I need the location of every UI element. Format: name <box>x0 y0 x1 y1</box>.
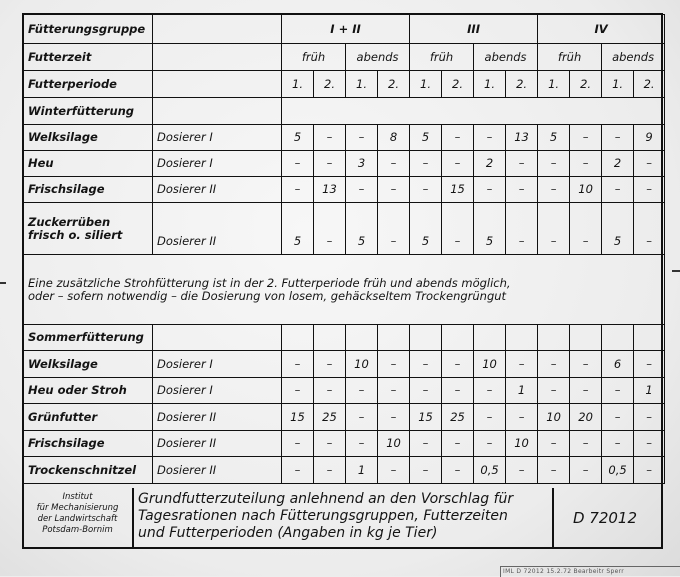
amount-cell: – <box>538 351 570 378</box>
amount-cell: – <box>570 351 602 378</box>
empty-cell <box>282 325 314 351</box>
amount-cell: 13 <box>506 125 538 151</box>
amount-cell: – <box>314 203 346 255</box>
period-header: 1. <box>346 71 378 98</box>
amount-cell: – <box>602 431 634 457</box>
amount-cell: – <box>314 151 346 177</box>
feed-name: Welksilage <box>24 125 153 151</box>
archive-stamp: IML D 72012 15.2.72 Bearbeitr Sperr <box>500 566 680 577</box>
amount-cell: – <box>570 431 602 457</box>
amount-cell: – <box>602 378 634 404</box>
period-header: 2. <box>314 71 346 98</box>
amount-cell: – <box>314 378 346 404</box>
amount-cell: 3 <box>346 151 378 177</box>
amount-cell: – <box>378 457 410 484</box>
amount-cell: 5 <box>602 203 634 255</box>
empty-cell <box>474 325 506 351</box>
period-label: Futterperiode <box>24 71 153 98</box>
amount-cell: 2 <box>474 151 506 177</box>
period-header: 2. <box>506 71 538 98</box>
feed-row <box>24 151 665 177</box>
empty-cell <box>410 325 442 351</box>
period-header: 2. <box>570 71 602 98</box>
doser-label: Dosierer II <box>153 404 282 431</box>
period-header: 2. <box>378 71 410 98</box>
time-header: früh <box>410 44 474 71</box>
institute-line: Potsdam-Bornim <box>42 525 113 535</box>
time-header: früh <box>538 44 602 71</box>
empty-cell <box>570 325 602 351</box>
amount-cell: – <box>570 151 602 177</box>
doser-label: Dosierer I <box>153 351 282 378</box>
winter-heading-row <box>24 98 665 125</box>
amount-cell: – <box>346 125 378 151</box>
amount-cell: 13 <box>314 177 346 203</box>
amount-cell: – <box>410 177 442 203</box>
empty-cell <box>346 325 378 351</box>
amount-cell: – <box>346 431 378 457</box>
amount-cell: – <box>314 431 346 457</box>
amount-cell: 5 <box>474 203 506 255</box>
amount-cell: 10 <box>506 431 538 457</box>
doser-label: Dosierer I <box>153 125 282 151</box>
feed-name: Heu oder Stroh <box>24 378 153 404</box>
amount-cell: – <box>410 151 442 177</box>
amount-cell: – <box>442 378 474 404</box>
amount-cell: – <box>282 151 314 177</box>
empty-cell <box>153 44 282 71</box>
amount-cell: – <box>634 457 665 484</box>
amount-cell: 5 <box>346 203 378 255</box>
feed-row <box>24 351 665 378</box>
amount-cell: – <box>506 177 538 203</box>
winter-heading: Winterfütterung <box>24 98 153 125</box>
amount-cell: – <box>506 351 538 378</box>
empty-cell <box>153 71 282 98</box>
amount-cell: – <box>378 151 410 177</box>
empty-cell <box>314 325 346 351</box>
time-label: Futterzeit <box>24 44 153 71</box>
amount-cell: – <box>474 378 506 404</box>
amount-cell: – <box>442 125 474 151</box>
feed-row <box>24 177 665 203</box>
amount-cell: – <box>474 125 506 151</box>
amount-cell: 10 <box>378 431 410 457</box>
amount-cell: 15 <box>410 404 442 431</box>
feed-name-line: frisch o. siliert <box>28 227 123 242</box>
amount-cell: 25 <box>314 404 346 431</box>
time-header: abends <box>602 44 665 71</box>
amount-cell: – <box>634 404 665 431</box>
empty-cell <box>378 325 410 351</box>
amount-cell: 10 <box>346 351 378 378</box>
amount-cell: – <box>282 351 314 378</box>
period-header: 2. <box>442 71 474 98</box>
feed-row <box>24 457 665 484</box>
amount-cell: – <box>314 351 346 378</box>
feed-row <box>24 203 665 255</box>
amount-cell: 15 <box>442 177 474 203</box>
group-3: III <box>410 15 538 44</box>
group-row <box>24 15 665 44</box>
amount-cell: – <box>634 177 665 203</box>
feed-name: Frischsilage <box>24 431 153 457</box>
amount-cell: 5 <box>410 125 442 151</box>
empty-cell <box>153 15 282 44</box>
feed-name: Welksilage <box>24 351 153 378</box>
institute-line: für Mechanisierung <box>36 503 119 513</box>
feed-name <box>24 203 153 255</box>
feed-name-line: Zuckerrüben <box>28 214 111 229</box>
doser-label: Dosierer II <box>153 203 282 255</box>
amount-cell: – <box>442 203 474 255</box>
amount-cell: – <box>410 431 442 457</box>
amount-cell: – <box>410 351 442 378</box>
amount-cell: – <box>538 378 570 404</box>
title-line: Grundfutterzuteilung anlehnend an den Vorschlag für <box>138 491 514 507</box>
amount-cell: – <box>634 431 665 457</box>
amount-cell: – <box>346 177 378 203</box>
period-header: 1. <box>410 71 442 98</box>
amount-cell: 15 <box>282 404 314 431</box>
amount-cell: 1 <box>634 378 665 404</box>
amount-cell: – <box>634 151 665 177</box>
doser-label: Dosierer I <box>153 378 282 404</box>
scan-edge-mark-right <box>672 270 680 272</box>
amount-cell: – <box>346 404 378 431</box>
note-row <box>24 255 665 325</box>
amount-cell: – <box>474 404 506 431</box>
feed-row <box>24 125 665 151</box>
amount-cell: – <box>442 431 474 457</box>
empty-cell <box>442 325 474 351</box>
summer-heading-row <box>24 325 665 351</box>
amount-cell: 25 <box>442 404 474 431</box>
period-header: 1. <box>538 71 570 98</box>
amount-cell: – <box>474 177 506 203</box>
time-row <box>24 44 665 71</box>
empty-cell <box>538 325 570 351</box>
doser-label: Dosierer I <box>153 151 282 177</box>
amount-cell: – <box>378 351 410 378</box>
institute-line: der Landwirtschaft <box>37 514 118 524</box>
title-line: Tagesrationen nach Fütterungsgruppen, Futterzeiten <box>138 508 508 524</box>
feed-name: Frischsilage <box>24 177 153 203</box>
summer-heading: Sommerfütterung <box>24 325 153 351</box>
amount-cell: – <box>346 378 378 404</box>
amount-cell: – <box>634 203 665 255</box>
period-row <box>24 71 665 98</box>
amount-cell: 10 <box>538 404 570 431</box>
amount-cell: 0,5 <box>602 457 634 484</box>
feeding-table <box>23 14 665 484</box>
amount-cell: – <box>378 177 410 203</box>
amount-cell: 1 <box>346 457 378 484</box>
amount-cell: 0,5 <box>474 457 506 484</box>
feed-row <box>24 404 665 431</box>
title-line: und Futterperioden (Angaben in kg je Tier) <box>138 525 438 541</box>
doser-label: Dosierer II <box>153 177 282 203</box>
empty-cell <box>634 325 665 351</box>
amount-cell: 5 <box>538 125 570 151</box>
amount-cell: – <box>282 431 314 457</box>
amount-cell: – <box>506 203 538 255</box>
time-header: abends <box>474 44 538 71</box>
feed-row <box>24 431 665 457</box>
group-1-2: I + II <box>282 15 410 44</box>
time-header: früh <box>282 44 346 71</box>
empty-cell <box>506 325 538 351</box>
amount-cell: – <box>442 151 474 177</box>
empty-cell <box>602 325 634 351</box>
amount-cell: – <box>442 351 474 378</box>
amount-cell: – <box>314 125 346 151</box>
amount-cell: 2 <box>602 151 634 177</box>
feed-name: Trockenschnitzel <box>24 457 153 484</box>
amount-cell: – <box>570 378 602 404</box>
amount-cell: – <box>282 378 314 404</box>
doser-label: Dosierer II <box>153 431 282 457</box>
group-4: IV <box>538 15 665 44</box>
amount-cell: – <box>570 457 602 484</box>
amount-cell: – <box>378 203 410 255</box>
note-line: oder – sofern notwendig – die Dosierung von losem, gehäckseltem Trockengrüngut <box>28 288 507 303</box>
feed-name: Heu <box>24 151 153 177</box>
amount-cell: – <box>538 203 570 255</box>
amount-cell: – <box>506 404 538 431</box>
amount-cell: – <box>634 351 665 378</box>
amount-cell: – <box>282 457 314 484</box>
amount-cell: – <box>314 457 346 484</box>
institute-line: Institut <box>62 492 93 502</box>
footer <box>23 488 662 548</box>
amount-cell: – <box>602 404 634 431</box>
amount-cell: – <box>506 457 538 484</box>
amount-cell: 1 <box>506 378 538 404</box>
amount-cell: 8 <box>378 125 410 151</box>
feed-name: Grünfutter <box>24 404 153 431</box>
empty-cell <box>282 98 665 125</box>
feed-row <box>24 378 665 404</box>
amount-cell: – <box>538 177 570 203</box>
amount-cell: 5 <box>410 203 442 255</box>
time-header: abends <box>346 44 410 71</box>
amount-cell: – <box>442 457 474 484</box>
amount-cell: 10 <box>474 351 506 378</box>
amount-cell: – <box>282 177 314 203</box>
amount-cell: – <box>538 431 570 457</box>
amount-cell: – <box>570 203 602 255</box>
period-header: 1. <box>602 71 634 98</box>
amount-cell: – <box>602 125 634 151</box>
amount-cell: – <box>378 378 410 404</box>
group-label: Fütterungsgruppe <box>24 15 153 44</box>
period-header: 1. <box>282 71 314 98</box>
amount-cell: – <box>378 404 410 431</box>
institute-block <box>23 488 134 548</box>
document-title <box>134 488 554 548</box>
amount-cell: – <box>538 151 570 177</box>
amount-cell: 9 <box>634 125 665 151</box>
document-code: D 72012 <box>572 509 638 527</box>
note-line: Eine zusätzliche Strohfütterung ist in der 2. Futterperiode früh und abends möglich, <box>28 275 511 290</box>
amount-cell: 20 <box>570 404 602 431</box>
amount-cell: 5 <box>282 125 314 151</box>
amount-cell: – <box>570 125 602 151</box>
period-header: 2. <box>634 71 665 98</box>
empty-cell <box>153 98 282 125</box>
period-header: 1. <box>474 71 506 98</box>
amount-cell: – <box>410 378 442 404</box>
amount-cell: 5 <box>282 203 314 255</box>
amount-cell: – <box>538 457 570 484</box>
amount-cell: – <box>410 457 442 484</box>
doser-label: Dosierer II <box>153 457 282 484</box>
amount-cell: – <box>506 151 538 177</box>
straw-note <box>24 255 665 325</box>
amount-cell: 10 <box>570 177 602 203</box>
amount-cell: – <box>474 431 506 457</box>
scan-edge-mark <box>0 282 6 284</box>
amount-cell: – <box>602 177 634 203</box>
amount-cell: 6 <box>602 351 634 378</box>
empty-cell <box>153 325 282 351</box>
